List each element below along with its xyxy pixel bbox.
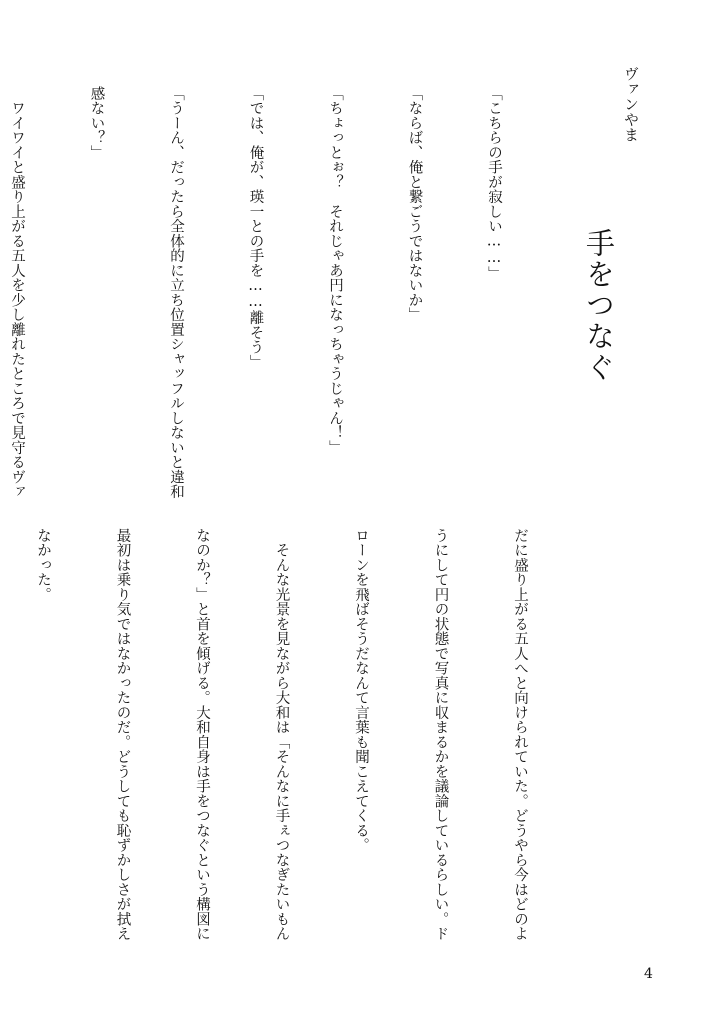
- text-line: 「うーん、だったら全体的に立ち位置シャッフルしないと違和: [168, 86, 184, 499]
- text-line: 「ならば、俺と繋ごうではないか」: [406, 86, 423, 322]
- text-line: 「ちょっとぉ？ それじゃあ円になっちゃうじゃん！」: [327, 86, 343, 455]
- text-line: なのか？」と首を傾げる。大和自身は手をつなぐという構図に: [194, 528, 210, 941]
- story-title: 手をつなぐ: [582, 228, 616, 383]
- text-line: だに盛り上がる五人へと向けられていた。どうやら今はどのよ: [512, 528, 528, 941]
- text-line: 最初は乗り気ではなかったのだ。どうしても恥ずかしさが拭え: [114, 528, 131, 941]
- lower-text-block: [35, 528, 586, 954]
- author-name: ヴァンやま: [622, 66, 640, 143]
- text-line: ローンを飛ばそうだなんて言葉も聞こえてくる。: [353, 528, 369, 853]
- text-line: そんな光景を見ながら大和は「そんなに手ぇつなぎたいもん: [273, 528, 290, 941]
- text-line: 「では、俺が、瑛一との手を……離そう」: [247, 86, 264, 370]
- text-line: ワイワイと盛り上がる五人を少し離れたところで見守るヴァ: [9, 86, 25, 499]
- upper-text-block: [9, 86, 560, 499]
- text-line: 感ない？」: [88, 86, 105, 160]
- text-line: うにして円の状態で写真に収まるかを議論しているらしい。ド: [432, 528, 449, 941]
- page-number: 4: [644, 966, 653, 982]
- text-line: 「こちらの手が寂しい……」: [486, 86, 502, 281]
- text-line: なかった。: [35, 528, 51, 602]
